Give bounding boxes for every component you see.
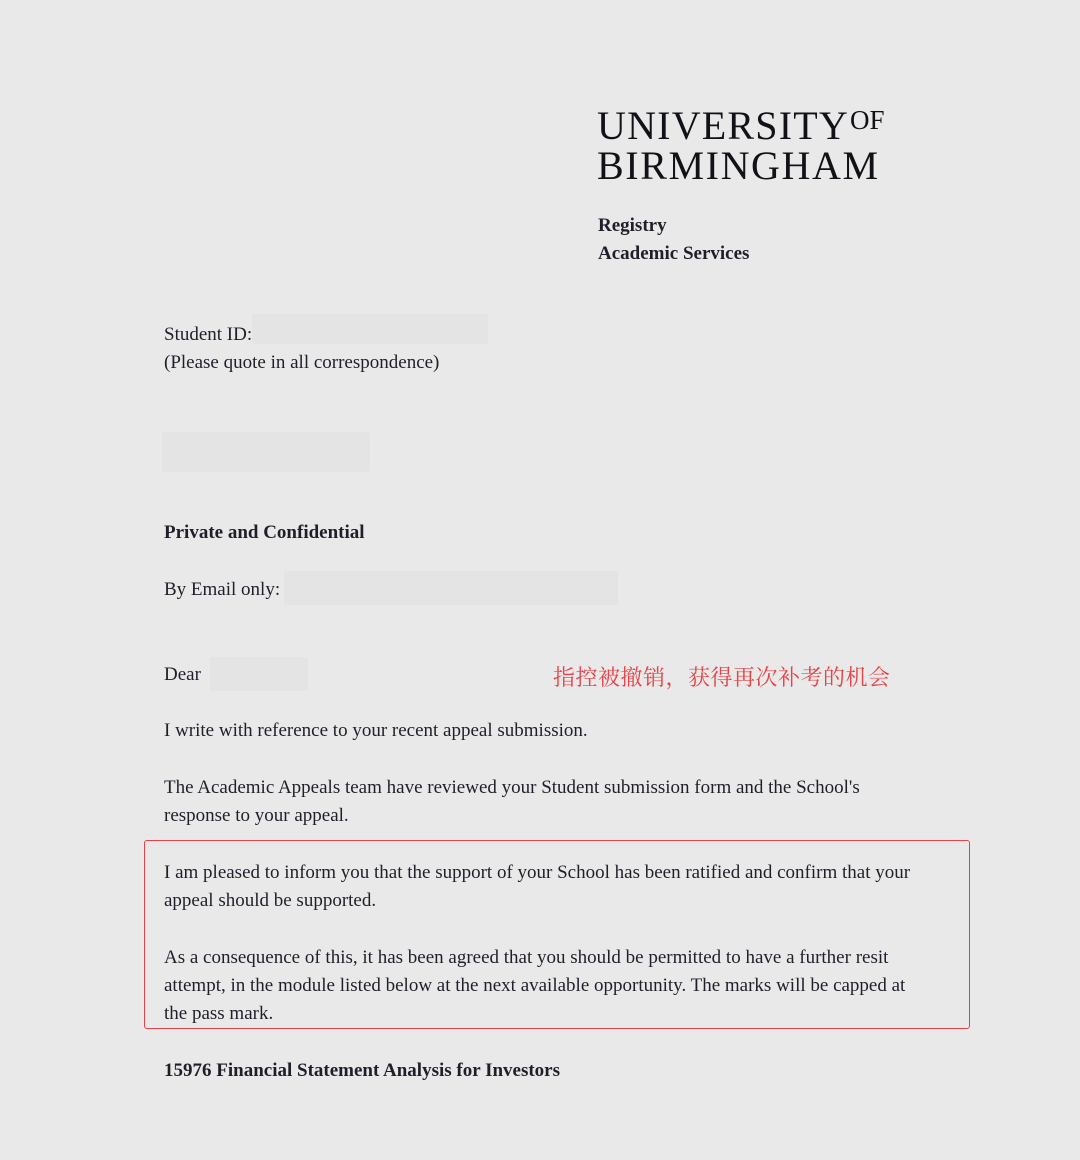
logo-word-birmingham: BIRMINGHAM	[597, 143, 880, 188]
redacted-recipient	[162, 432, 370, 472]
paragraph-outcome: I am pleased to inform you that the support of your School has been ratified and confirm that your appeal should be supported.	[164, 862, 911, 911]
logo-word-of: OF	[849, 105, 885, 135]
redacted-name	[210, 657, 308, 691]
module-title: 15976 Financial Statement Analysis for Investors	[164, 1060, 561, 1081]
paragraph-review: The Academic Appeals team have reviewed your Student submission form and the School's response to your appeal.	[164, 777, 860, 826]
salutation: Dear	[164, 664, 201, 685]
paragraph-consequence: As a consequence of this, it has been agreed that you should be permitted to have a further resit attempt, in the module listed below at the next available opportunity. The marks will be capped at the pass mark.	[164, 947, 906, 1024]
department-academic-services: Academic Services	[598, 243, 750, 264]
annotation-note: 指控被撤销，获得再次补考的机会	[553, 666, 891, 691]
redacted-email	[284, 571, 618, 605]
paragraph-reference: I write with reference to your recent appeal submission.	[164, 720, 588, 741]
quote-note: (Please quote in all correspondence)	[164, 352, 440, 373]
redacted-student-id	[252, 314, 488, 344]
department-block	[598, 212, 749, 268]
confidential-heading: Private and Confidential	[164, 522, 365, 543]
department-registry: Registry	[598, 215, 667, 236]
student-id-label: Student ID:	[164, 324, 253, 345]
email-label: By Email only:	[164, 579, 281, 600]
university-logo	[597, 103, 927, 188]
logo-word-university: UNIVERSITY	[597, 103, 849, 148]
